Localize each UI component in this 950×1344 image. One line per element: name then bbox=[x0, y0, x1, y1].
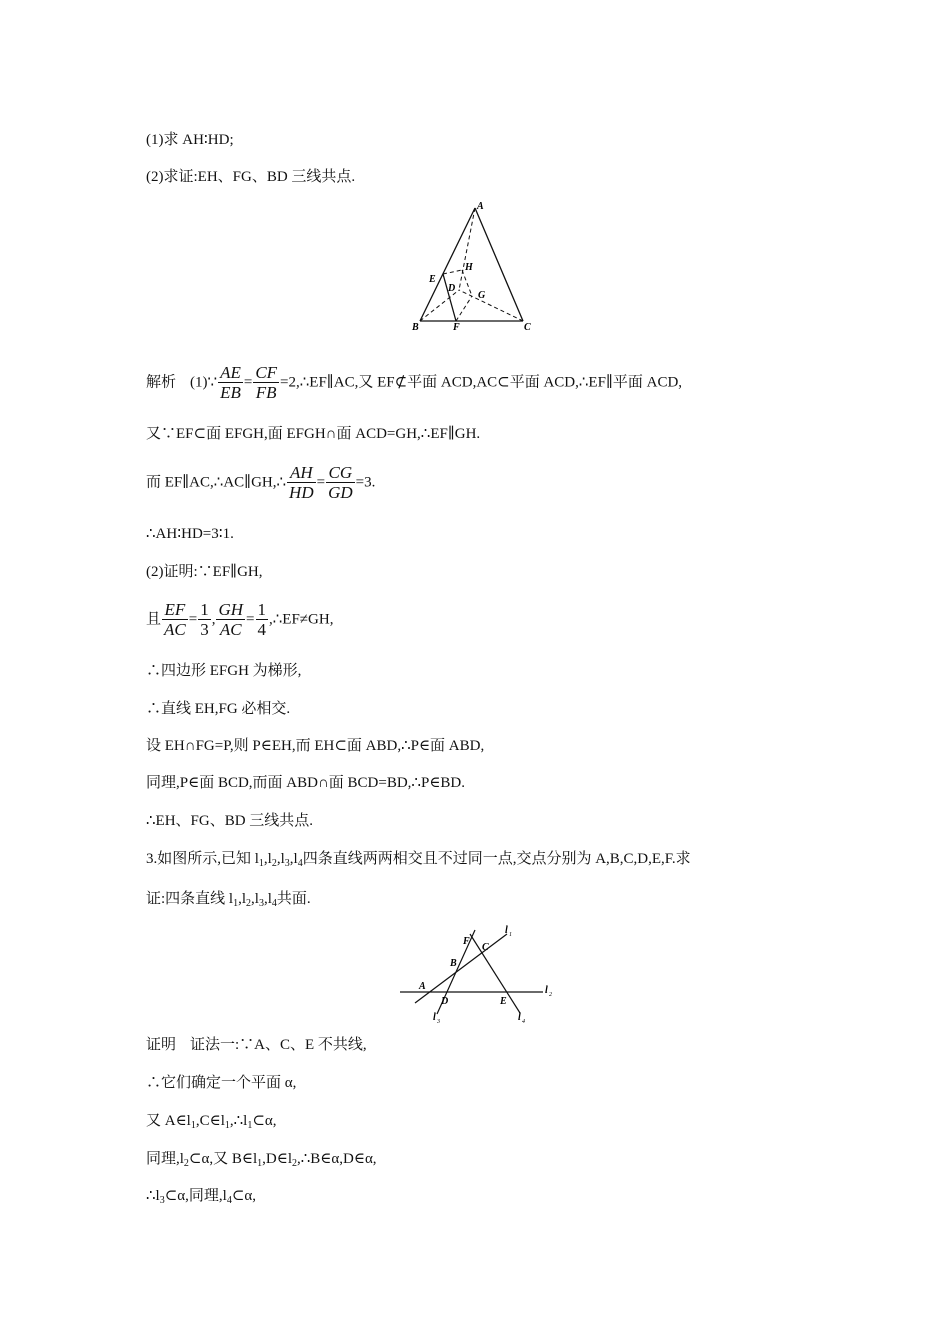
label-l1: l bbox=[505, 925, 508, 936]
label-l4: l bbox=[518, 1012, 521, 1023]
label-l4-sub: 4 bbox=[522, 1019, 525, 1025]
label-a: A bbox=[477, 201, 484, 212]
label-e: E bbox=[429, 274, 436, 285]
label-l3: l bbox=[433, 1012, 436, 1023]
fraction-ae-eb: $\frac{AE}{EB}$ bbox=[220, 363, 241, 403]
four-lines-figure bbox=[395, 920, 565, 1025]
problem-3-line-2: 证:四条直线 $l_1,l_2,l_3,l_4$共面. bbox=[146, 891, 311, 909]
line-l1 bbox=[415, 934, 507, 1003]
fraction-one-third: $\frac{1}{3}$ bbox=[200, 600, 209, 640]
fraction-gh-ac: $\frac{GH}{AC}$ bbox=[218, 600, 244, 640]
solution-line-2: 又∵EF⊂面 EFGH,面 EFGH∩面 ACD=GH,∴EF∥GH. bbox=[146, 426, 481, 442]
label-a: A bbox=[419, 981, 426, 992]
question-1: (1)求 AH∶HD; bbox=[146, 132, 234, 148]
solution-line-10: 同理,P∈面 BCD,而面 ABD∩面 BCD=BD,∴P∈BD. bbox=[146, 775, 466, 791]
problem-3-line-1: 3.如图所示,已知 $l_1,l_2,l_3,l_4$四条直线两两相交且不过同一点,交点分别为 A,B,C,D,E,F.求 bbox=[146, 851, 691, 869]
proof-head: 证明 bbox=[146, 1037, 177, 1053]
proof-line-1: 证明 证法一:∵A、C、E 不共线, bbox=[146, 1037, 367, 1053]
tetrahedron-figure bbox=[405, 198, 545, 336]
label-f: F bbox=[463, 936, 470, 947]
line-l4 bbox=[470, 934, 520, 1013]
fraction-cf-fb: $\frac{CF}{FB}$ bbox=[255, 363, 278, 403]
proof-line-2: ∴它们确定一个平面 α, bbox=[146, 1075, 297, 1091]
label-g: G bbox=[478, 290, 486, 301]
solution-line-5: (2)证明:∵EF∥GH, bbox=[146, 564, 263, 580]
label-h: H bbox=[465, 262, 473, 273]
solution-line-9: 设 EH∩FG=P,则 P∈EH,而 EH⊂面 ABD,∴P∈面 ABD, bbox=[146, 738, 485, 754]
solution-line-7: ∴四边形 EFGH 为梯形, bbox=[146, 663, 302, 679]
solution-line-6: 且 $\frac{EF}{AC}$ = $\frac{1}{3}$ , $\frac{GH}{AC}$ = $\frac{1}{4}$ ,∴EF≠GH, bbox=[146, 600, 334, 640]
proof-line-4: 同理$,l_2\subset\alpha$,又 $B\in l_1,D\in l_2,\therefore B\in\alpha,D\in\alpha$, bbox=[146, 1151, 377, 1169]
solution-line-11: ∴EH、FG、BD 三线共点. bbox=[146, 813, 314, 829]
solution-line-4: ∴AH∶HD=3∶1. bbox=[146, 526, 234, 542]
segment-fg bbox=[456, 296, 472, 321]
solution-line-1: 解析 (1)∵ $\frac{AE}{EB}$ = $\frac{CF}{FB}$ =2,∴EF∥AC,又 EF⊄平面 ACD,AC⊂平面 ACD,∴EF∥平面 ACD, bbox=[146, 363, 683, 403]
edge-ac bbox=[475, 208, 523, 321]
fraction-cg-gd: $\frac{CG}{GD}$ bbox=[328, 463, 353, 503]
question-2: (2)求证:EH、FG、BD 三线共点. bbox=[146, 169, 356, 185]
label-l2-sub: 2 bbox=[549, 992, 552, 998]
proof-line-3: 又 $A\in l_1,C\in l_1,\therefore l_1\subset\alpha$, bbox=[146, 1113, 277, 1131]
label-e: E bbox=[500, 996, 507, 1007]
label-c: C bbox=[482, 942, 489, 953]
label-f: F bbox=[453, 322, 460, 333]
label-c: C bbox=[524, 322, 531, 333]
edge-bd bbox=[420, 290, 459, 321]
label-b: B bbox=[412, 322, 419, 333]
edge-ad bbox=[459, 208, 475, 290]
edge-cd bbox=[459, 290, 523, 321]
label-d: D bbox=[441, 996, 449, 1007]
fraction-ef-ac: $\frac{EF}{AC}$ bbox=[164, 600, 186, 640]
label-d: D bbox=[448, 283, 456, 294]
label-l3-sub: 3 bbox=[437, 1019, 440, 1025]
solution-line-3: 而 EF∥AC,∴AC∥GH,∴ $\frac{AH}{HD}$ = $\frac{CG}{GD}$ =3. bbox=[146, 463, 376, 503]
fraction-one-fourth: $\frac{1}{4}$ bbox=[257, 600, 266, 640]
fraction-ah-hd: $\frac{AH}{HD}$ bbox=[289, 463, 314, 503]
label-l2: l bbox=[545, 985, 548, 996]
solution-head: 解析 bbox=[146, 374, 177, 391]
solution-line-8: ∴直线 EH,FG 必相交. bbox=[146, 701, 291, 717]
label-b: B bbox=[450, 958, 457, 969]
proof-line-5: $\therefore l_3\subset\alpha$,同理$,l_4\subset\alpha$, bbox=[146, 1188, 257, 1206]
segment-eh bbox=[443, 270, 462, 274]
label-l1-sub: 1 bbox=[509, 932, 512, 938]
